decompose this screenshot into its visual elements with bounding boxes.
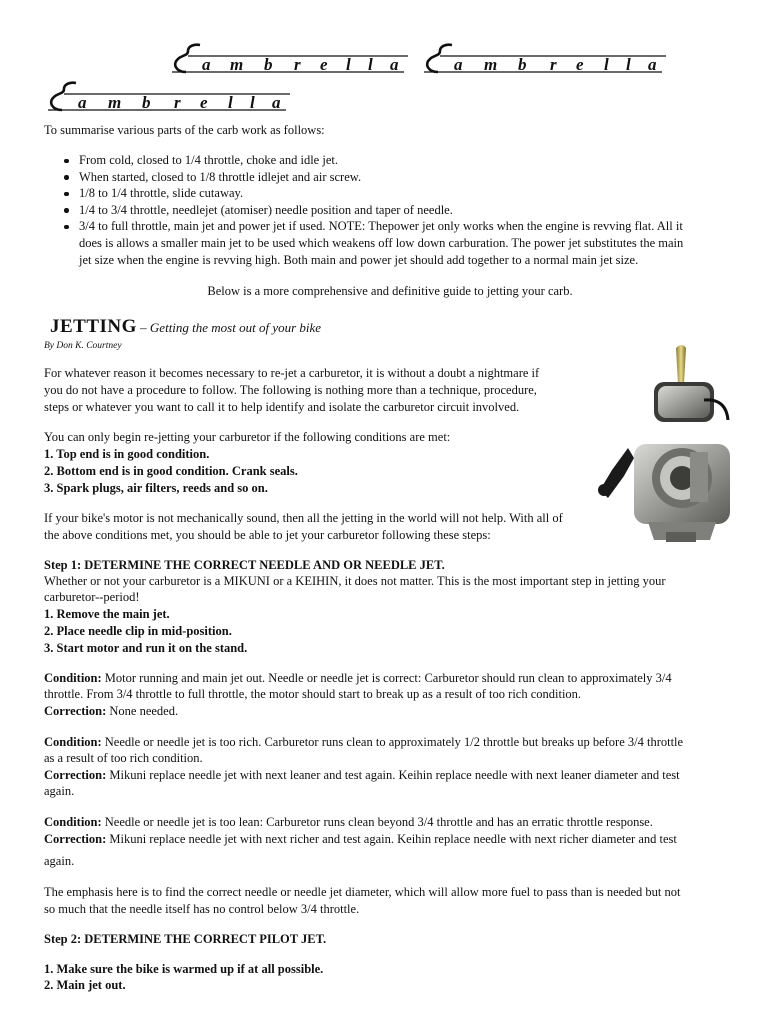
- svg-text:m: m: [108, 93, 122, 112]
- condition-item: 3. Spark plugs, air filters, reeds and so on.: [44, 481, 268, 495]
- condition-line: Condition: Needle or needle jet is too lean: Carburetor runs clean beyond 3/4 throttle and has an erratic throttle response.: [44, 815, 653, 829]
- paragraph-line: the above conditions met, you should be able to jet your carburetor following these steps:: [44, 528, 491, 542]
- step-2-title: Step 2: DETERMINE THE CORRECT PILOT JET.: [44, 932, 327, 946]
- lambretta-logo: [168, 42, 412, 76]
- paragraph-line: Whether or not your carburetor is a MIKUNI or a KEIHIN, it does not matter. This is the most important step in jetting your: [44, 574, 666, 588]
- list-item: 1/8 to 1/4 throttle, slide cutaway.: [44, 185, 738, 202]
- svg-text:r: r: [294, 55, 301, 74]
- carburetor-image: [594, 340, 734, 545]
- correction-line: Correction: None needed.: [44, 704, 179, 718]
- article-title: JETTING: [50, 316, 137, 337]
- svg-text:l: l: [626, 55, 631, 74]
- step-item: 2. Place needle clip in mid-position.: [44, 624, 232, 638]
- paragraph-line: For whatever reason it becomes necessary to re-jet a carburetor, it is without a doubt a nightmare if: [44, 366, 540, 380]
- condition-item: 1. Top end is in good condition.: [44, 447, 210, 461]
- svg-text:e: e: [200, 93, 208, 112]
- svg-text:m: m: [484, 55, 498, 74]
- paragraph-line: carburetor--period!: [44, 590, 140, 604]
- svg-text:a: a: [454, 55, 463, 74]
- conditions-intro: You can only begin re-jetting your carburetor if the following conditions are met:: [44, 430, 451, 444]
- step-item: 1. Make sure the bike is warmed up if at all possible.: [44, 962, 324, 976]
- summary-intro: To summarise various parts of the carb work as follows:: [44, 123, 325, 137]
- correction-line: Correction: Mikuni replace needle jet with next leaner and test again. Keihin replace needle with next leaner diameter and test: [44, 768, 680, 782]
- article-subtitle: Getting the most out of your bike: [149, 320, 322, 335]
- paragraph-line: steps or whatever you want to call it to help identify and isolate the carburetor circuit involved.: [44, 400, 520, 414]
- condition-line: as a result of too rich condition.: [44, 751, 203, 765]
- svg-text:b: b: [264, 55, 273, 74]
- list-item: 1/4 to 3/4 throttle, needlejet (atomiser) needle position and taper of needle.: [44, 202, 738, 219]
- svg-text:e: e: [576, 55, 584, 74]
- condition-line: Condition: Motor running and main jet out. Needle or needle jet is correct: Carburetor should run clean to approximately 3/4: [44, 671, 672, 685]
- list-item: 3/4 to full throttle, main jet and power jet if used. NOTE: Thepower jet only works when the engine is revving flat. All it does is allows a smaller main jet to be used which weakens off low down carburation. The power jet substitutes the main jet size when the engine is revving high. Both main and power jet should add together to a normal main jet size.: [44, 218, 738, 268]
- step-item: 1. Remove the main jet.: [44, 607, 170, 621]
- svg-text:a: a: [78, 93, 87, 112]
- step-1-title: Step 1: DETERMINE THE CORRECT NEEDLE AND OR NEEDLE JET.: [44, 558, 445, 572]
- svg-text:a: a: [648, 55, 657, 74]
- svg-text:l: l: [250, 93, 255, 112]
- step-item: 3. Start motor and run it on the stand.: [44, 641, 248, 655]
- condition-line: throttle. From 3/4 throttle to full throttle, the motor should start to break up as a result of too rich condition.: [44, 687, 582, 701]
- step-item: 2. Main jet out.: [44, 978, 126, 992]
- condition-line: Condition: Needle or needle jet is too rich. Carburetor runs clean to approximately 1/2 throttle but breaks up before 3/4 throttle: [44, 735, 684, 749]
- summary-list: [44, 152, 738, 268]
- svg-text:e: e: [320, 55, 328, 74]
- list-item: From cold, closed to 1/4 throttle, choke and idle jet.: [44, 152, 738, 169]
- paragraph-line: so much that the needle itself has no control below 3/4 throttle.: [44, 902, 360, 916]
- svg-text:b: b: [142, 93, 151, 112]
- svg-text:l: l: [368, 55, 373, 74]
- correction-line: again.: [44, 784, 75, 798]
- svg-text:a: a: [202, 55, 211, 74]
- list-item: When started, closed to 1/8 throttle idlejet and air screw.: [44, 169, 738, 186]
- svg-text:l: l: [228, 93, 233, 112]
- correction-line: again.: [44, 854, 75, 868]
- lambretta-logo: [420, 42, 670, 76]
- paragraph-line: The emphasis here is to find the correct needle or needle jet diameter, which will allow more fuel to pass than is needed but not: [44, 885, 681, 899]
- paragraph-line: If your bike's motor is not mechanically sound, then all the jetting in the world will not help. With all of: [44, 511, 563, 525]
- svg-text:r: r: [550, 55, 557, 74]
- svg-text:l: l: [346, 55, 351, 74]
- article-heading: JETTING – Getting the most out of your bike: [50, 316, 322, 337]
- svg-text:a: a: [390, 55, 399, 74]
- lambretta-logo: [44, 80, 294, 114]
- paragraph-line: you do not have a procedure to follow. The following is nothing more than a technique, procedure,: [44, 383, 537, 397]
- svg-text:b: b: [518, 55, 527, 74]
- svg-text:m: m: [230, 55, 244, 74]
- condition-item: 2. Bottom end is in good condition. Crank seals.: [44, 464, 298, 478]
- svg-text:a: a: [272, 93, 281, 112]
- svg-text:r: r: [174, 93, 181, 112]
- svg-text:l: l: [604, 55, 609, 74]
- byline: By Don K. Courtney: [44, 341, 122, 351]
- correction-line: Correction: Mikuni replace needle jet with next richer and test again. Keihin replace needle with next richer diameter and test: [44, 832, 677, 846]
- guide-intro: Below is a more comprehensive and definitive guide to jetting your carb.: [207, 284, 573, 298]
